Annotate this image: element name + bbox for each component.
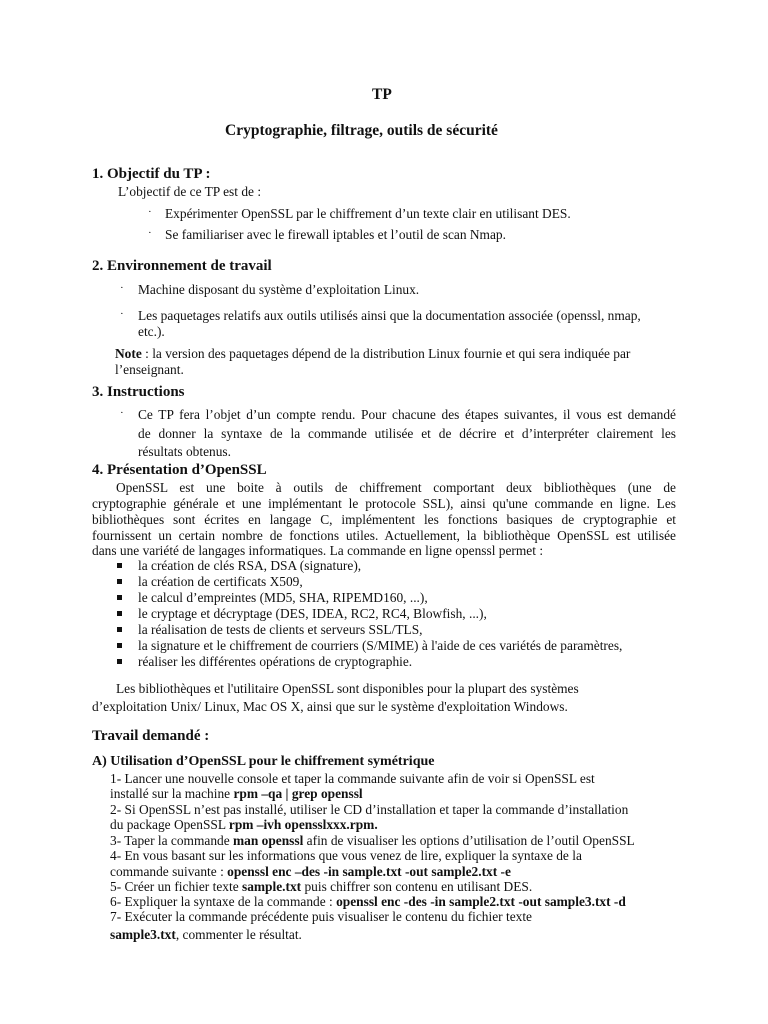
page-title: TP	[372, 86, 392, 103]
openssl-feature-item: la réalisation de tests de clients et serveurs SSL/TLS,	[138, 622, 423, 637]
question-4-text: commande suivante :	[110, 864, 228, 879]
section-4-heading: 4. Présentation d’OpenSSL	[92, 462, 267, 478]
question-2-cont	[110, 817, 378, 833]
question-4-cont	[110, 864, 511, 880]
instruction-line: de donner la syntaxe de la commande utilisée et de décrire et d’interpréter clairement les	[138, 426, 676, 441]
section-3-heading: 3. Instructions	[92, 384, 185, 400]
bullet-dot-icon: ·	[148, 206, 152, 218]
question-3-text: 3- Taper la commande	[110, 833, 233, 848]
question-5-text-end: puis chiffrer son contenu en utilisant DES.	[301, 879, 533, 894]
note-label: Note	[115, 346, 142, 361]
bullet-dot-icon: ·	[120, 407, 124, 419]
instruction-line: résultats obtenus.	[138, 444, 231, 459]
square-bullet-icon	[117, 643, 122, 648]
question-7-text-end: , commenter le résultat.	[175, 927, 302, 942]
question-6-text: 6- Expliquer la syntaxe de la commande :	[110, 894, 337, 909]
file-sample-txt: sample.txt	[241, 879, 302, 894]
question-6	[110, 894, 626, 910]
section-1-heading: 1. Objectif du TP :	[92, 166, 211, 182]
question-2-text: du package OpenSSL	[110, 817, 229, 832]
availability-line: d’exploitation Unix/ Linux, Mac OS X, ainsi que sur le système d'exploitation Windows.	[92, 699, 568, 714]
objective-item: Expérimenter OpenSSL par le chiffrement d’un texte clair en utilisant DES.	[165, 206, 571, 221]
square-bullet-icon	[117, 627, 122, 632]
openssl-feature-item: la signature et le chiffrement de courriers (S/MIME) à l'aide de ces variétés de paramètres,	[138, 638, 623, 653]
section-1-intro: L’objectif de ce TP est de :	[118, 184, 262, 199]
question-4: 4- En vous basant sur les informations que vous venez de lire, expliquer la syntaxe de la	[110, 848, 582, 863]
question-5	[110, 879, 532, 895]
question-1-text: installé sur la machine	[110, 786, 234, 801]
command-openssl-enc-d: openssl enc -des -in sample2.txt -out sample3.txt -d	[336, 894, 626, 909]
file-sample3-txt: sample3.txt	[110, 927, 176, 942]
square-bullet-icon	[117, 611, 122, 616]
page-subtitle: Cryptographie, filtrage, outils de sécurité	[225, 122, 498, 139]
instruction-line: Ce TP fera l’objet d’un compte rendu. Pour chacune des étapes suivantes, il vous est demandé	[138, 407, 676, 422]
environment-item-cont: etc.).	[138, 324, 165, 339]
note-line	[115, 346, 630, 362]
openssl-feature-item: réaliser les différentes opérations de cryptographie.	[138, 654, 413, 669]
openssl-feature-item: la création de certificats X509,	[138, 574, 303, 589]
openssl-feature-item: la création de clés RSA, DSA (signature),	[138, 558, 362, 573]
command-openssl-enc-e: openssl enc –des -in sample.txt -out sample2.txt -e	[227, 864, 511, 879]
note-line-cont: l’enseignant.	[115, 362, 184, 377]
section-2-heading: 2. Environnement de travail	[92, 258, 272, 274]
environment-item: Machine disposant du système d’exploitation Linux.	[138, 282, 420, 297]
openssl-paragraph-line: bibliothèques sont écrites en langage C, implémentent les fonctions basiques de cryptographie et	[92, 512, 676, 527]
openssl-feature-item: le calcul d’empreintes (MD5, SHA, RIPEMD160, ...),	[138, 590, 428, 605]
note-text: : la version des paquetages dépend de la distribution Linux fournie et qui sera indiquée par	[141, 346, 631, 361]
question-5-text: 5- Créer un fichier texte	[110, 879, 242, 894]
question-7-cont	[110, 927, 302, 943]
environment-item: Les paquetages relatifs aux outils utilisés ainsi que la documentation associée (openssl, nmap,	[138, 308, 641, 323]
question-7: 7- Exécuter la commande précédente puis visualiser le contenu du fichier texte	[110, 909, 533, 924]
openssl-paragraph-line: OpenSSL est une boite à outils de chiffrement comportant deux bibliothèques (une de	[116, 480, 676, 495]
openssl-paragraph-line: fournissent un certain nombre de fonctions utiles. Actuellement, la bibliothèque OpenSSL est utilisée	[92, 528, 676, 543]
question-3-text-end: afin de visualiser les options d’utilisation de l’outil OpenSSL	[303, 833, 635, 848]
availability-line: Les bibliothèques et l'utilitaire OpenSSL sont disponibles pour la plupart des systèmes	[116, 681, 579, 696]
command-man-openssl: man openssl	[233, 833, 304, 848]
objective-item: Se familiariser avec le firewall iptables et l’outil de scan Nmap.	[165, 227, 506, 242]
square-bullet-icon	[117, 563, 122, 568]
openssl-paragraph-line: dans une variété de langages informatiques. La commande en ligne openssl permet :	[92, 543, 544, 558]
bullet-dot-icon: ·	[148, 227, 152, 239]
square-bullet-icon	[117, 595, 122, 600]
openssl-paragraph-line: cryptographie générale et une implémentant le protocole SSL), ainsi qu'une commande en ligne. Les	[92, 496, 676, 511]
square-bullet-icon	[117, 579, 122, 584]
question-2: 2- Si OpenSSL n’est pas installé, utiliser le CD d’installation et taper la commande d’installation	[110, 802, 629, 817]
openssl-feature-item: le cryptage et décryptage (DES, IDEA, RC2, RC4, Blowfish, ...),	[138, 606, 487, 621]
work-heading: Travail demandé :	[92, 728, 210, 744]
command-rpm-ivh: rpm –ivh opensslxxx.rpm.	[228, 817, 378, 832]
question-1: 1- Lancer une nouvelle console et taper la commande suivante afin de voir si OpenSSL est	[110, 771, 595, 786]
part-a-heading: A) Utilisation d’OpenSSL pour le chiffrement symétrique	[92, 754, 435, 769]
question-3	[110, 833, 635, 849]
command-rpm-qa: rpm –qa | grep openssl	[233, 786, 363, 801]
square-bullet-icon	[117, 659, 122, 664]
bullet-dot-icon: ·	[120, 308, 124, 320]
bullet-dot-icon: ·	[120, 282, 124, 294]
question-1-cont	[110, 786, 363, 802]
